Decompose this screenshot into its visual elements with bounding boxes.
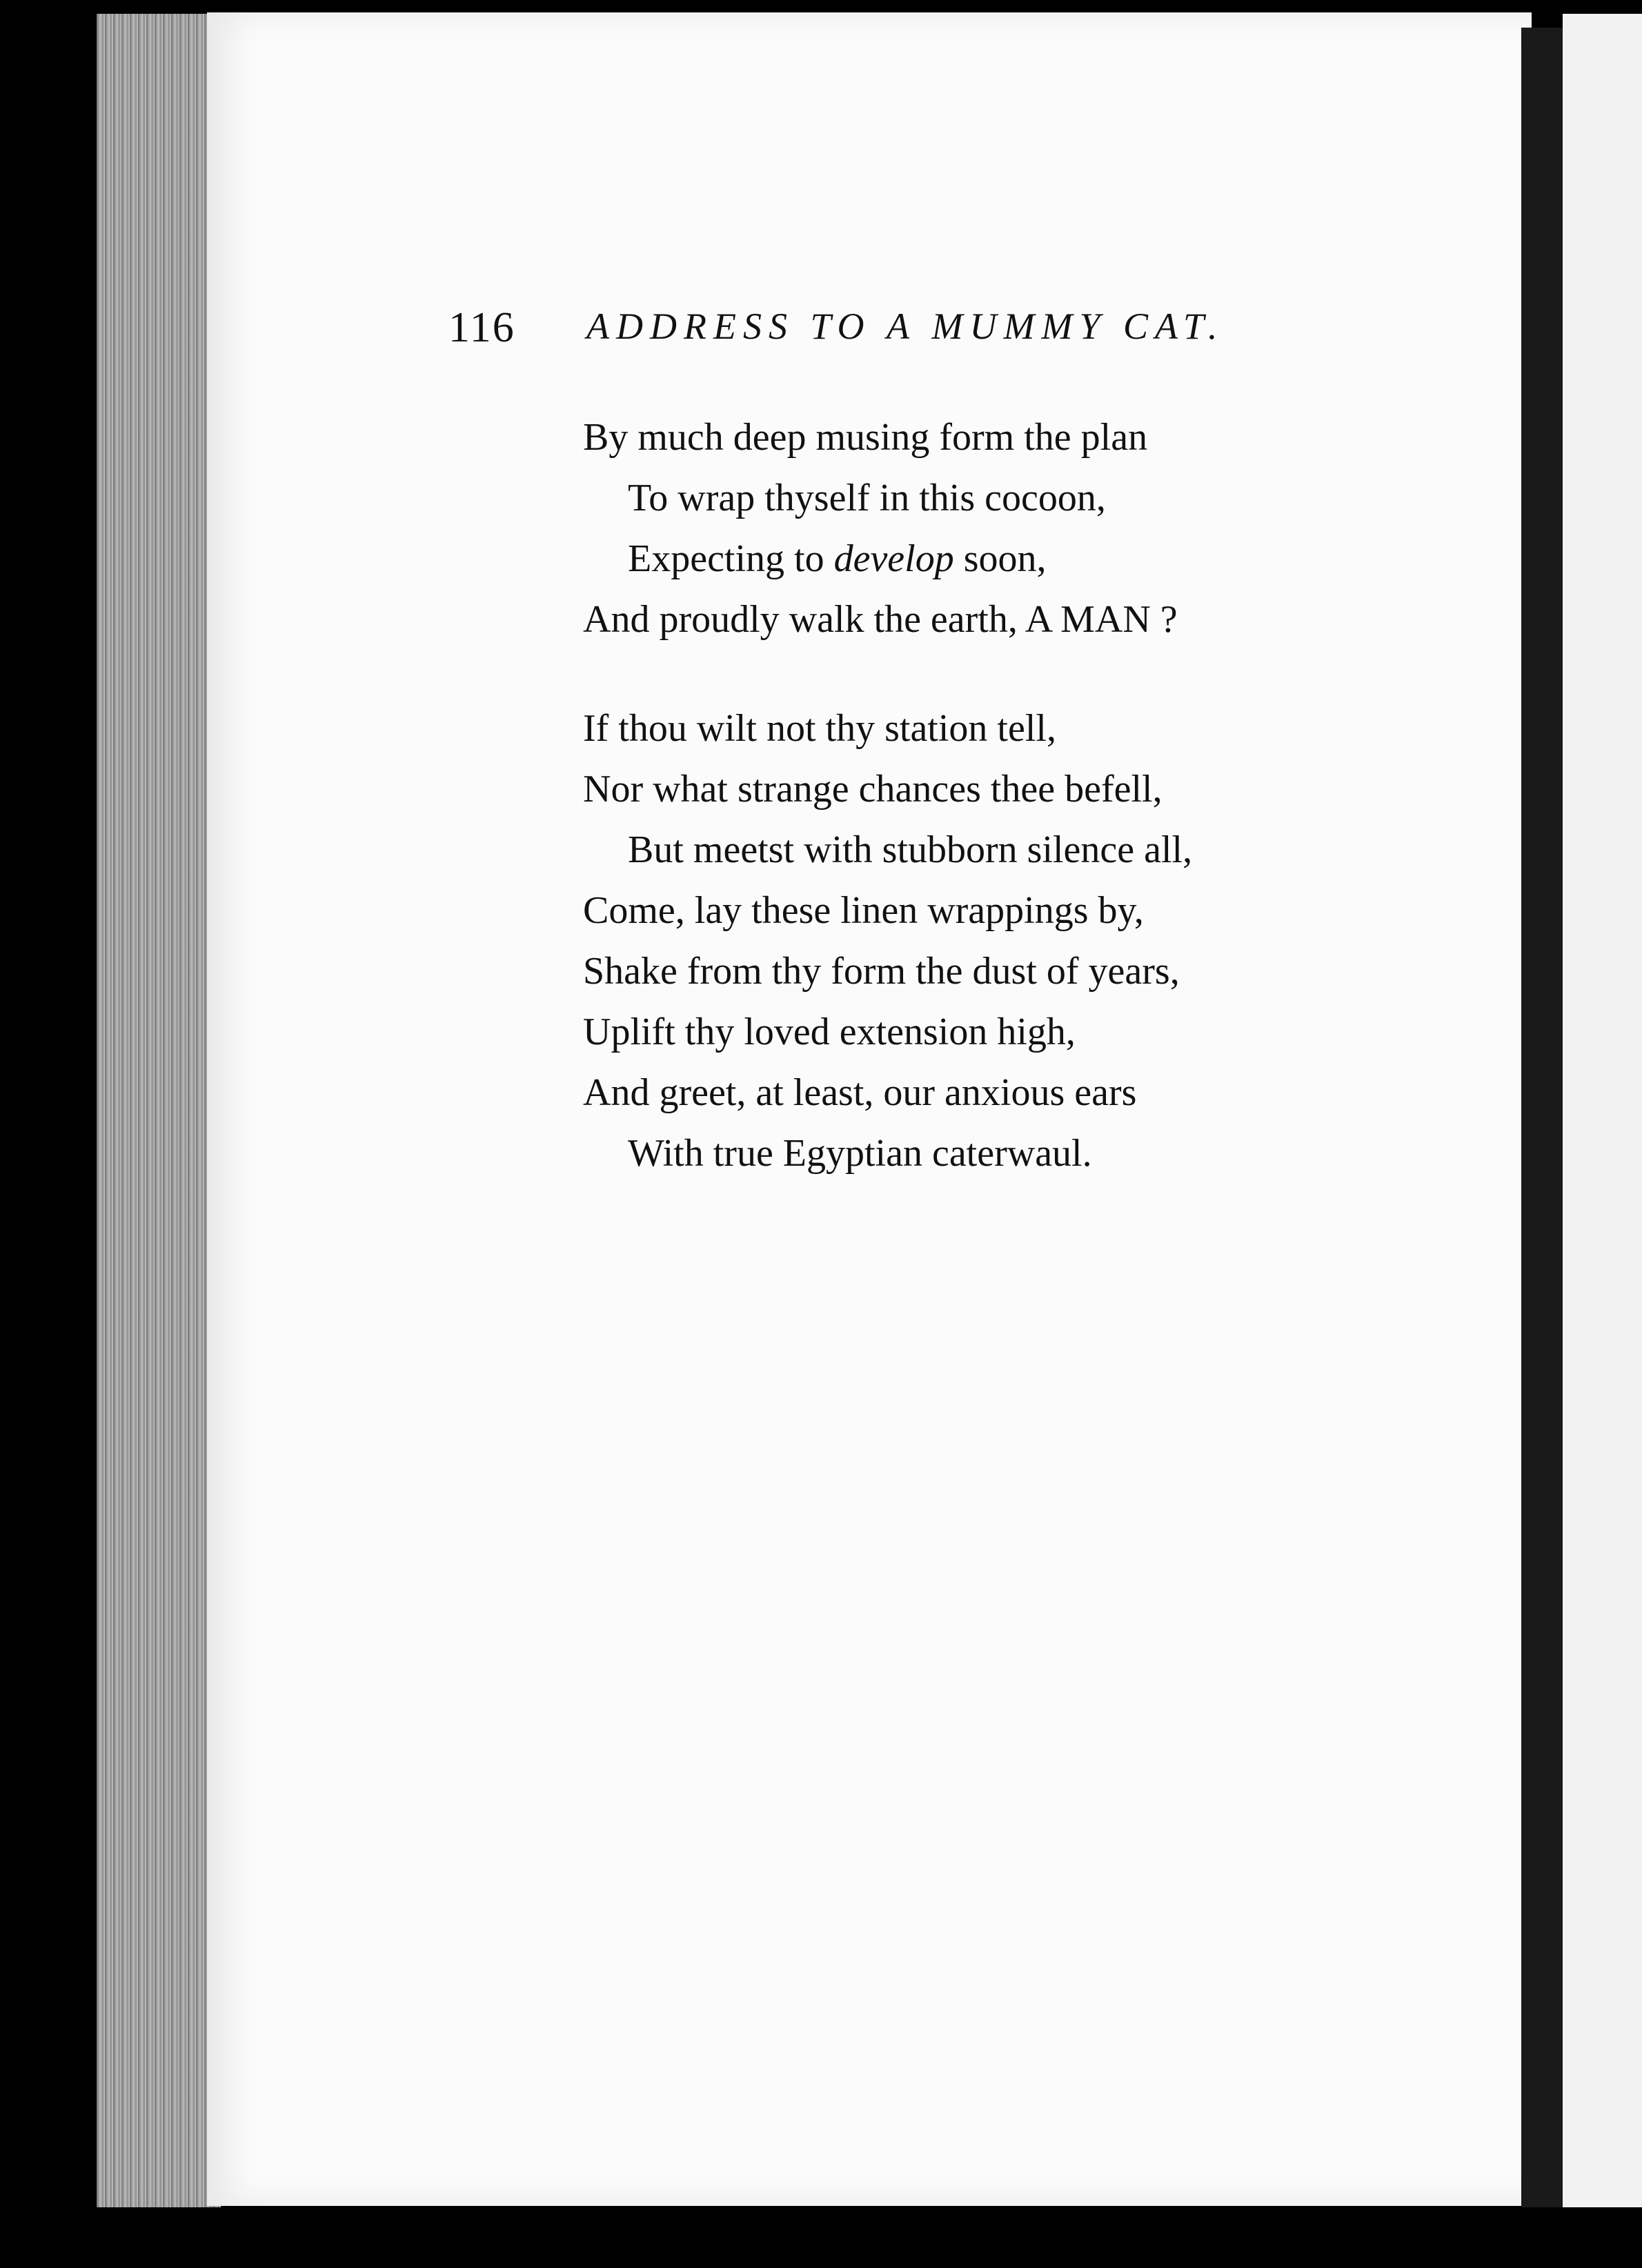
poem-line: To wrap thyself in this cocoon, [628, 477, 1106, 519]
poem-line: Come, lay these linen wrappings by, [583, 889, 1144, 932]
poem-line: Uplift thy loved extension high, [583, 1011, 1076, 1053]
page-number: 116 [448, 304, 515, 351]
book-gutter [1521, 28, 1563, 2207]
poem [583, 407, 1376, 1232]
line-text: soon, [953, 537, 1047, 580]
page-edges [97, 14, 221, 2207]
line-text: Expecting to [628, 537, 834, 580]
facing-page-edge [1563, 14, 1642, 2207]
poem-line: If thou wilt not thy station tell, [583, 707, 1056, 750]
poem-line: Shake from thy form the dust of years, [583, 950, 1180, 993]
page-header [448, 304, 1345, 359]
italic-word: develop [833, 537, 954, 580]
stanza-2 [583, 698, 1376, 1184]
poem-line [583, 528, 1376, 589]
poem-line: And greet, at least, our anxious ears [583, 1071, 1137, 1114]
poem-line: With true Egyptian caterwaul. [628, 1132, 1092, 1175]
stanza-1 [583, 407, 1376, 650]
poem-line: Nor what strange chances thee befell, [583, 768, 1163, 810]
poem-line: By much deep musing form the plan [583, 416, 1148, 459]
poem-line: And proudly walk the earth, A MAN ? [583, 598, 1178, 641]
running-title: ADDRESS TO A MUMMY CAT. [586, 306, 1225, 347]
poem-line: But meetst with stubborn silence all, [628, 828, 1193, 871]
